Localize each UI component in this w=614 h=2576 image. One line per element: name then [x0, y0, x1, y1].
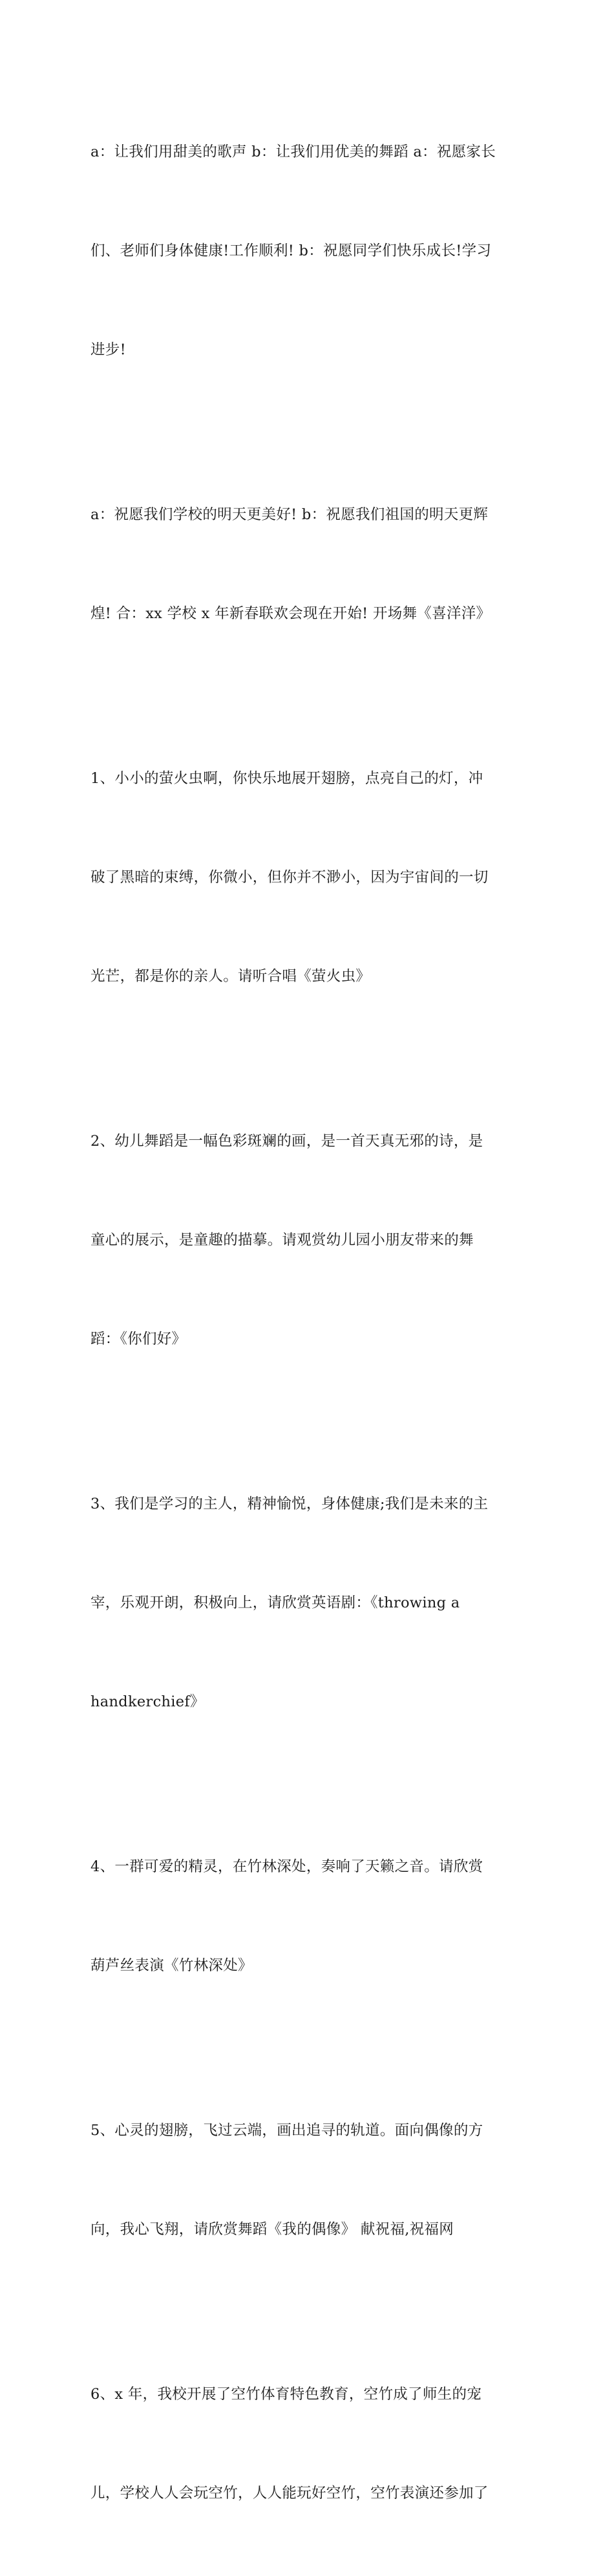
- text-line: 煌! 合：xx 学校 x 年新春联欢会现在开始! 开场舞《喜洋洋》: [90, 605, 491, 622]
- text-line: 破了黑暗的束缚，你微小，但你并不渺小，因为宇宙间的一切: [90, 869, 489, 886]
- paragraph-item-4: [90, 1785, 527, 2048]
- text-line: 1、小小的萤火虫啊，你快乐地展开翅膀，点亮自己的灯，冲: [90, 770, 483, 787]
- text-line: 向，我心飞翔，请欣赏舞蹈《我的偶像》 献祝福,祝福网: [90, 2221, 454, 2238]
- text-line: 光芒，都是你的亲人。请听合唱《萤火虫》: [90, 968, 371, 985]
- text-line: 们、老师们身体健康!工作顺利! b：祝愿同学们快乐成长!学习: [90, 242, 492, 259]
- paragraph-item-6: [90, 2312, 527, 2576]
- text-line: 宰，乐观开朗，积极向上，请欣赏英语剧：《throwing a: [90, 1594, 460, 1611]
- text-line: 6、x 年，我校开展了空竹体育特色教育，空竹成了师生的宠: [90, 2386, 482, 2403]
- text-line: 3、我们是学习的主人，精神愉悦，身体健康;我们是未来的主: [90, 1496, 489, 1512]
- text-line: a：祝愿我们学校的明天更美好! b：祝愿我们祖国的明天更辉: [90, 506, 489, 523]
- text-line: 葫芦丝表演《竹林深处》: [90, 1957, 253, 1974]
- paragraph-greetings: [90, 70, 527, 433]
- paragraph-item-3: [90, 1422, 527, 1785]
- paragraph-item-5: [90, 2048, 527, 2312]
- text-line: 儿，学校人人会玩空竹，人人能玩好空竹，空竹表演还参加了: [90, 2485, 489, 2502]
- text-line: 4、一群可爱的精灵，在竹林深处，奏响了天籁之音。请欣赏: [90, 1858, 483, 1875]
- paragraph-item-2: [90, 1059, 527, 1422]
- text-line: handkerchief》: [90, 1693, 205, 1710]
- text-line: 童心的展示，是童趣的描摹。请观赏幼儿园小朋友带来的舞: [90, 1232, 474, 1249]
- text-line: a：让我们用甜美的歌声 b：让我们用优美的舞蹈 a：祝愿家长: [90, 144, 496, 160]
- text-line: 5、心灵的翅膀，飞过云端，画出追寻的轨道。面向偶像的方: [90, 2122, 483, 2139]
- paragraph-item-1: [90, 696, 527, 1059]
- paragraph-opening: [90, 433, 527, 696]
- document-page: [90, 70, 527, 2576]
- text-line: 进步!: [90, 341, 126, 358]
- text-line: 2、幼儿舞蹈是一幅色彩斑斓的画，是一首天真无邪的诗，是: [90, 1133, 483, 1150]
- text-line: 蹈：《你们好》: [90, 1331, 187, 1347]
